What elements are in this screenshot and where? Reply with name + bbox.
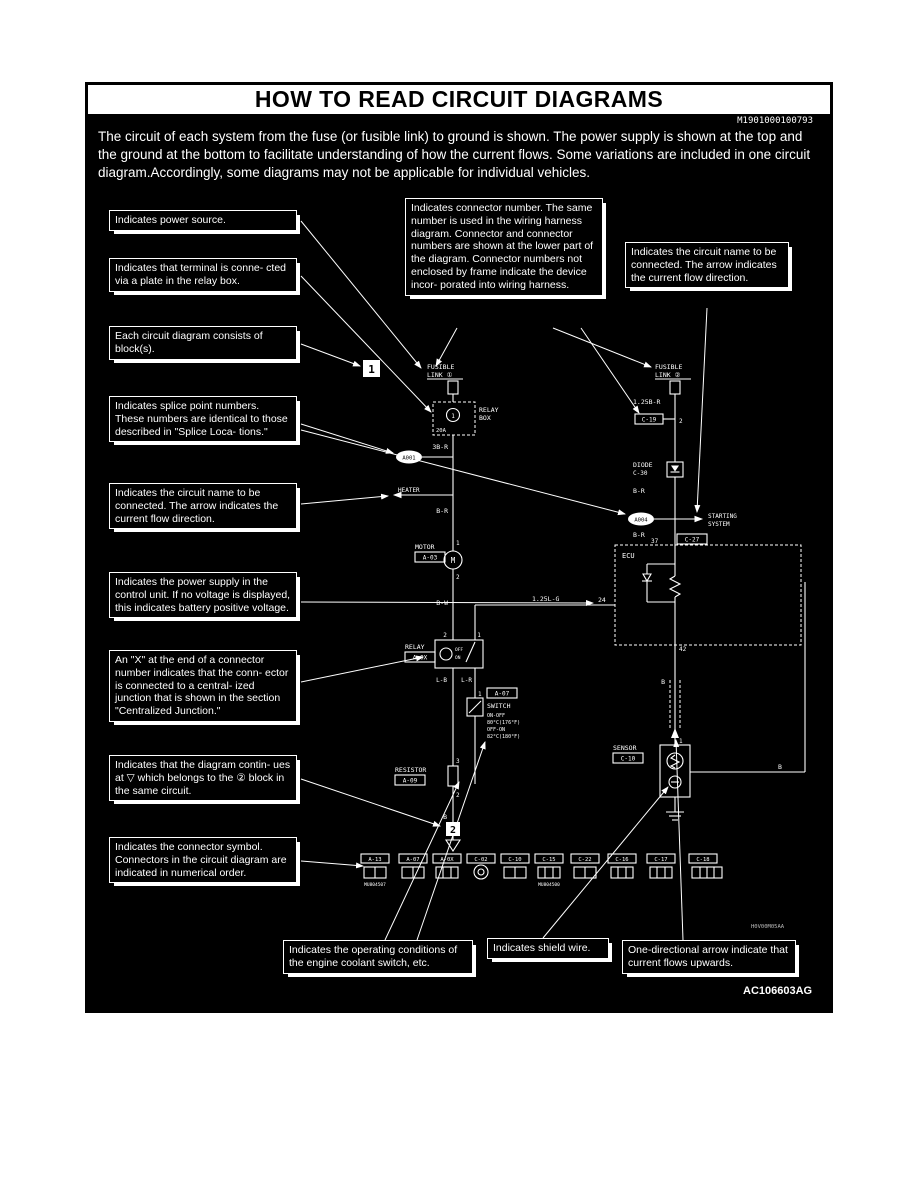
intro-text: The circuit of each system from the fuse (or fusible link) to ground is shown. The power supply is shown at the top and the ground at the bottom to facilitate understanding of how the current flows. Some variations are included in one circuit diagram.Accordingly, some diagrams may not be applicable for individual vehicles. <box>98 129 811 180</box>
wire-b3-label: B <box>778 763 782 771</box>
relay-box-label2: BOX <box>479 414 491 422</box>
connector-sub: MU804500 <box>538 883 560 888</box>
fuse-circle-number: 1 <box>451 413 455 420</box>
motor-label: MOTOR <box>415 543 435 551</box>
ecu-zener-symbol <box>643 574 651 581</box>
diode-connector-label: C-30 <box>633 470 648 477</box>
callout-shield-wire: Indicates shield wire. <box>487 938 609 959</box>
motor-connector-label: A-03 <box>422 554 438 562</box>
resistor-label: RESISTOR <box>395 766 427 774</box>
connector-label: A-07 <box>406 857 420 863</box>
resistor-pin2: 2 <box>456 792 460 799</box>
connector-label: C-18 <box>696 857 710 863</box>
callout-power-source: Indicates power source. <box>109 210 297 231</box>
switch-cond4: 82°C(180°F) <box>487 734 521 740</box>
connector-label: C-16 <box>615 857 629 863</box>
ecu-pin42: 42 <box>679 646 687 653</box>
resistor-symbol <box>448 766 458 786</box>
title-bar <box>88 85 830 114</box>
relay-box-label: RELAY <box>479 406 499 414</box>
small-figure-code: H0V00M05AA <box>751 924 785 930</box>
switch-connector-label: A-07 <box>494 690 510 698</box>
connector-row <box>361 854 722 888</box>
ecu-label: ECU <box>622 552 635 560</box>
switch-label: SWITCH <box>487 702 511 710</box>
figure-code: AC106603AG <box>743 985 813 997</box>
starting-system-label2: SYSTEM <box>708 521 730 528</box>
diagram-board <box>85 82 833 1013</box>
ecu-pin37: 37 <box>651 538 659 545</box>
wire-br2-label: B-R <box>633 487 645 495</box>
motor-pin1: 1 <box>456 540 460 547</box>
callout-circuit-name-left: Indicates the circuit name to be connected. The arrow indicates the current flow direction. <box>109 483 297 529</box>
switch-cond1: ON-OFF <box>487 713 506 719</box>
fusible-link2-label2: LINK ② <box>655 371 681 379</box>
splice-right-label: A004 <box>634 517 648 524</box>
current-up-arrow <box>671 728 679 738</box>
connector-c19-label: C-19 <box>641 416 657 424</box>
callout-splice-points: Indicates splice point numbers. These numbers are identical to those described in "Splice Loca- tions." <box>109 396 297 442</box>
switch-cond3: OFF-ON <box>487 727 506 733</box>
fusible-link1-label2: LINK ① <box>427 371 453 379</box>
connector-label: C-17 <box>654 857 668 863</box>
sensor-pin1: 1 <box>679 738 683 745</box>
relay-on-label: ON <box>455 656 461 661</box>
wire-125lg-label: 1.25L-G <box>532 595 560 603</box>
resistor-connector-label: A-09 <box>402 777 418 785</box>
ecu-box <box>615 545 801 645</box>
heater-label: HEATER <box>398 487 420 494</box>
fuse-amp-label: 20A <box>436 428 446 434</box>
diode-symbol <box>671 466 679 472</box>
wire-br3-label: B-R <box>633 531 645 539</box>
connector-label: C-15 <box>542 857 556 863</box>
ecu-resistor-symbol <box>670 576 680 597</box>
motor-pin2: 2 <box>456 574 460 581</box>
fusible-link1-symbol <box>448 381 458 394</box>
connector-label: C-10 <box>508 857 522 863</box>
block-1-label: 1 <box>368 363 375 376</box>
connector-sub: MU804507 <box>364 883 386 888</box>
relay-symbol-box <box>435 640 483 668</box>
wire-b1-label: B <box>443 813 447 821</box>
fusible-link2-symbol <box>670 381 680 394</box>
relay-off-label: OFF <box>455 648 464 653</box>
connector-c27-label: C-27 <box>684 536 700 544</box>
diode-label: DIODE <box>633 461 653 469</box>
fusible-link2-label: FUSIBLE <box>655 363 683 371</box>
page-title: HOW TO READ CIRCUIT DIAGRAMS <box>254 86 664 112</box>
callout-circuit-name-right: Indicates the circuit name to be connected. The arrow indicates the current flow direction. <box>625 242 789 288</box>
starting-system-label: STARTING <box>708 513 737 520</box>
sensor-label: SENSOR <box>613 744 637 752</box>
relay-coil-symbol <box>440 648 452 660</box>
wire-bw-label: B-W <box>436 599 448 607</box>
wire-3br-label: 3B-R <box>432 443 448 451</box>
switch-cond2: 80°C(176°F) <box>487 720 521 726</box>
wire-lr-label: L-R <box>461 677 472 684</box>
switch-pin1: 1 <box>478 691 482 698</box>
wire-125br-label: 1.25B-R <box>633 398 661 406</box>
circuit-right-branch <box>613 363 805 820</box>
relay-pin1: 1 <box>477 632 481 639</box>
relay-label: RELAY <box>405 643 425 651</box>
wire-br-label: B-R <box>436 507 448 515</box>
wire-lb-label: L-B <box>436 677 447 684</box>
callout-x-connector: An "X" at the end of a connector number indicates that the conn- ector is connected to a central- ized junction that is shown in the section "Centralized Junction." <box>109 650 297 722</box>
callout-one-directional-arrow: One-directional arrow indicate that current flows upwards. <box>622 940 796 974</box>
relay-connector-label: A-0X <box>412 654 428 662</box>
relay-pin2: 2 <box>443 632 447 639</box>
connector-label: A-13 <box>368 857 382 863</box>
callout-connector-number: Indicates connector number. The same number is used in the wiring harness diagram. Connector and connector numbers are shown at the lower part of the diagram. Connector numbers not enclosed by frame indicate the device incor- porated into wiring harness. <box>405 198 603 296</box>
connector-label: C-02 <box>474 857 488 863</box>
doc-number: M1901000100793 <box>737 116 813 126</box>
fusible-link1-label: FUSIBLE <box>427 363 455 371</box>
connector-label: A-0X <box>440 857 454 863</box>
ecu-pin24: 24 <box>598 596 606 604</box>
callout-blocks: Each circuit diagram consists of block(s). <box>109 326 297 360</box>
resistor-pin3: 3 <box>456 758 460 765</box>
sensor-connector-label: C-10 <box>620 755 636 763</box>
callout-operating-conditions: Indicates the operating conditions of the engine coolant switch, etc. <box>283 940 473 974</box>
callout-relay-plate: Indicates that terminal is conne- cted via a plate in the relay box. <box>109 258 297 292</box>
motor-m: M <box>450 556 456 565</box>
callout-connector-symbol: Indicates the connector symbol. Connectors in the circuit diagram are indicated in numerical order. <box>109 837 297 883</box>
connector-label: C-22 <box>578 857 592 863</box>
splice-left-label: A001 <box>402 455 416 462</box>
circuit-left-branch <box>363 360 615 851</box>
wire-b2-label: B <box>661 678 665 686</box>
callout-power-supply-control-unit: Indicates the power supply in the control unit. If no voltage is displayed, this indicates battery positive voltage. <box>109 572 297 618</box>
callout-diagram-continues: Indicates that the diagram contin- ues at ▽ which belongs to the ② block in the same circuit. <box>109 755 297 801</box>
c19-pin2: 2 <box>679 418 683 425</box>
block-2-label: 2 <box>449 825 457 836</box>
